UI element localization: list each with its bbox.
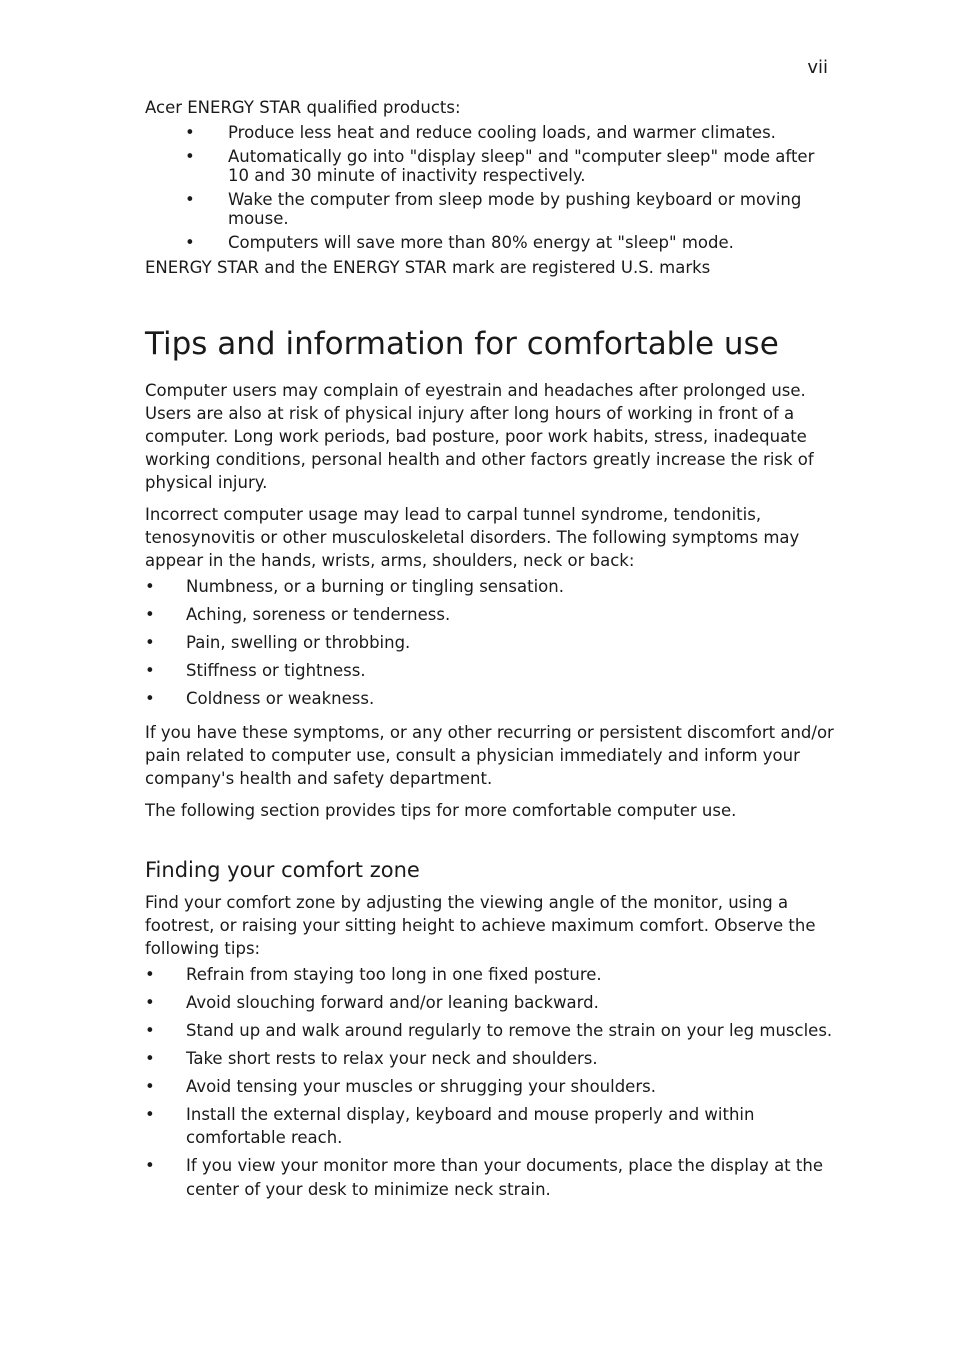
symptoms-list xyxy=(145,575,835,711)
comfort-tips-list xyxy=(145,963,835,1202)
bullet-icon: • xyxy=(185,189,195,209)
list-item xyxy=(145,631,835,655)
list-item xyxy=(145,190,835,229)
bullet-icon: • xyxy=(145,992,155,1012)
bullet-icon: • xyxy=(145,964,155,984)
list-item xyxy=(145,1154,835,1201)
bullet-icon: • xyxy=(145,1076,155,1096)
list-item xyxy=(145,233,835,253)
list-item-text: Avoid slouching forward and/or leaning backward. xyxy=(186,992,599,1012)
list-item-text: Take short rests to relax your neck and shoulders. xyxy=(186,1048,598,1068)
list-item-text: Computers will save more than 80% energy at "sleep" mode. xyxy=(228,232,734,252)
energy-star-list xyxy=(145,123,835,252)
list-item-text: Produce less heat and reduce cooling loads, and warmer climates. xyxy=(228,123,776,142)
bullet-icon: • xyxy=(185,123,195,142)
subsection-title: Finding your comfort zone xyxy=(145,857,420,882)
list-item-text: Install the external display, keyboard and mouse properly and within comfortable reach. xyxy=(186,1104,755,1147)
list-item-text: Avoid tensing your muscles or shrugging your shoulders. xyxy=(186,1076,656,1096)
list-item-text: Pain, swelling or throbbing. xyxy=(186,633,411,652)
list-item-text: Coldness or weakness. xyxy=(186,689,375,708)
list-item xyxy=(145,123,835,143)
bullet-icon: • xyxy=(145,689,155,708)
energy-star-note: ENERGY STAR and the ENERGY STAR mark are registered U.S. marks xyxy=(145,258,711,277)
bullet-icon: • xyxy=(145,633,155,652)
list-item xyxy=(145,603,835,627)
bullet-icon: • xyxy=(145,1048,155,1068)
list-item xyxy=(145,687,835,711)
section-title: Tips and information for comfortable use xyxy=(145,326,779,362)
list-item xyxy=(145,1047,835,1071)
bullet-icon: • xyxy=(145,661,155,680)
bullet-icon: • xyxy=(185,146,195,166)
list-item-text: Refrain from staying too long in one fixed posture. xyxy=(186,964,602,984)
list-item-text: Stiffness or tightness. xyxy=(186,661,366,680)
list-item xyxy=(145,1075,835,1099)
bullet-icon: • xyxy=(145,605,155,624)
list-item xyxy=(145,147,835,186)
paragraph: The following section provides tips for more comfortable computer use. xyxy=(145,800,737,820)
list-item-text: Aching, soreness or tenderness. xyxy=(186,605,451,624)
list-item xyxy=(145,1103,835,1150)
energy-star-intro: Acer ENERGY STAR qualified products: xyxy=(145,98,461,117)
list-item xyxy=(145,963,835,987)
bullet-icon: • xyxy=(145,577,155,596)
page-content xyxy=(145,96,835,1211)
list-item-text: If you view your monitor more than your documents, place the display at the center of your desk to minimize neck strain. xyxy=(186,1156,823,1199)
list-item xyxy=(145,991,835,1015)
bullet-icon: • xyxy=(145,1156,155,1175)
paragraph: Computer users may complain of eyestrain and headaches after prolonged use. Users are also at risk of physical injury after long hours of working in front of a computer. Long work periods, bad posture, poor work habits, stress, inadequate working conditions, personal health and other factors greatly increase the risk of physical injury. xyxy=(145,381,814,492)
paragraph: If you have these symptoms, or any other recurring or persistent discomfort and/or pain related to computer use, consult a physician immediately and inform your company's health and safety department. xyxy=(145,722,834,788)
paragraph: Find your comfort zone by adjusting the viewing angle of the monitor, using a footrest, or raising your sitting height to achieve maximum comfort. Observe the following tips: xyxy=(145,892,816,958)
list-item xyxy=(145,575,835,599)
bullet-icon: • xyxy=(145,1104,155,1124)
list-item-text: Stand up and walk around regularly to remove the strain on your leg muscles. xyxy=(186,1020,833,1040)
bullet-icon: • xyxy=(185,232,195,252)
list-item xyxy=(145,1019,835,1043)
list-item-text: Numbness, or a burning or tingling sensation. xyxy=(186,577,564,596)
list-item-text: Wake the computer from sleep mode by pushing keyboard or moving mouse. xyxy=(228,189,802,228)
bullet-icon: • xyxy=(145,1020,155,1040)
paragraph: Incorrect computer usage may lead to carpal tunnel syndrome, tendonitis, tenosynovitis or other musculoskeletal disorders. The following symptoms may appear in the hands, wrists, arms, shoulders, neck or back: xyxy=(145,505,800,570)
list-item xyxy=(145,659,835,683)
page-number: vii xyxy=(807,57,828,78)
list-item-text: Automatically go into "display sleep" and "computer sleep" mode after 10 and 30 minute of inactivity respectively. xyxy=(228,146,815,185)
